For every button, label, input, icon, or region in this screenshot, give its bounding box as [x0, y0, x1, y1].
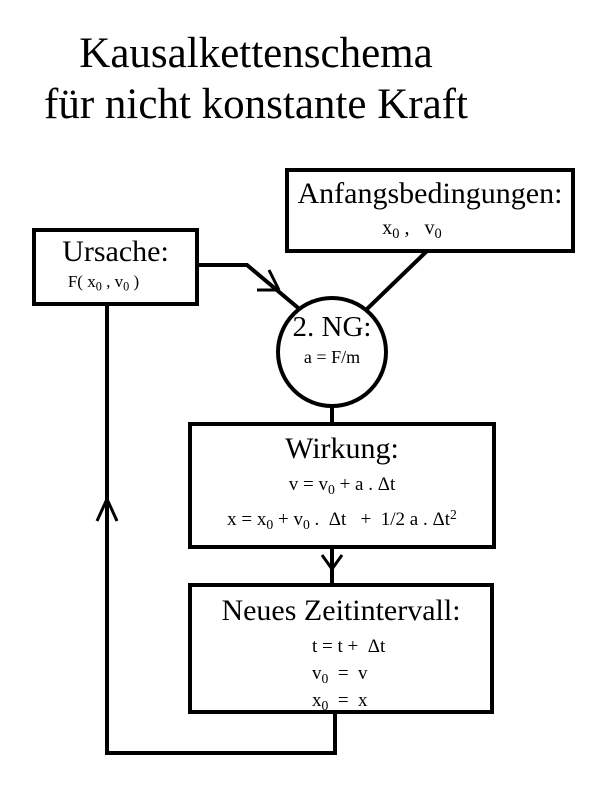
neues-zeitintervall-label: Neues Zeitintervall: — [221, 594, 461, 627]
anfangsbedingungen-label: Anfangsbedingungen: — [297, 177, 563, 210]
ursache-label: Ursache: — [62, 235, 169, 268]
node-newton-law-circle — [276, 296, 388, 408]
newton-law-formula: a = F/m — [303, 347, 361, 367]
node-ursache — [32, 228, 199, 306]
line-anfangsbedingungen-to-ng — [367, 250, 428, 309]
page-title — [0, 28, 512, 130]
node-neues-zeitintervall — [188, 583, 494, 714]
page-title-line1: Kausalkettenschema — [79, 30, 433, 77]
ursache-formula: F( $x_0$ , $v_0$ ) — [67, 272, 140, 294]
wirkung-label: Wirkung: — [285, 432, 399, 465]
page-title-line2: für nicht konstante Kraft — [44, 81, 468, 128]
wirkung-formula-velocity: $v = v_0 + a$ . Δt — [288, 474, 396, 497]
neues-zeitintervall-formulas — [192, 633, 490, 714]
node-wirkung — [188, 422, 496, 549]
neues-formula-velocity-reset: $v_0 = v$ — [312, 663, 368, 686]
node-anfangsbedingungen — [285, 168, 575, 253]
neues-formula-position-reset: $x_0 = x$ — [312, 690, 368, 713]
wirkung-formula-position: $x = x_0 + v_0$ . Δt + 1/2 a . $\Delta t^2$ — [227, 506, 457, 532]
newton-law-label: 2. NG: — [292, 311, 372, 343]
neues-formula-time: t = t + Δt — [312, 636, 386, 657]
arrow-ursache-to-ng — [198, 265, 303, 312]
anfangsbedingungen-values: $x_0$ , $v_0$ — [382, 217, 442, 243]
